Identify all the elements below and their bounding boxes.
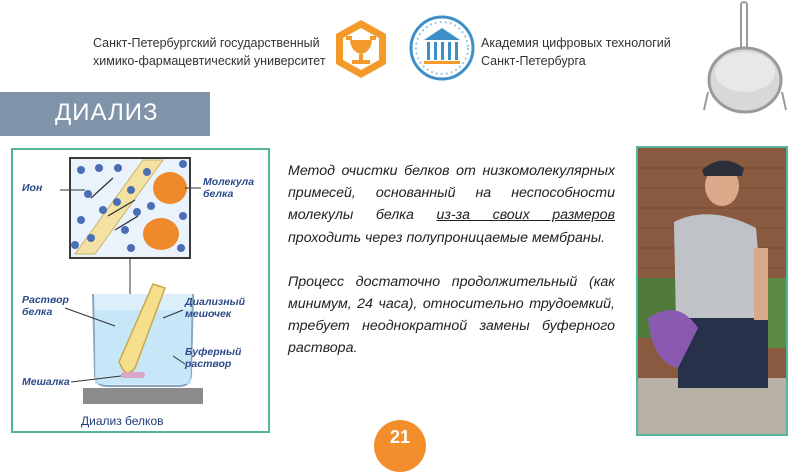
- dialysis-diagram: [11, 148, 270, 433]
- description-paragraph-2: Процесс достаточно продолжительный (как минимум, 24 часа), относительно трудоемкий, требует неоднократной замены буферного раствора.: [288, 273, 615, 357]
- academy-name: [481, 34, 691, 70]
- academy-name-line2: Санкт-Петербурга: [481, 54, 586, 68]
- protein-solution-label-1: Раствор: [22, 294, 69, 306]
- dialysis-bag-label-1: Диализный: [185, 296, 245, 308]
- underlined-phrase: из-за своих размеров: [436, 207, 615, 224]
- protein-molecule-label-1: Молекула: [203, 176, 255, 188]
- university-name-line1: Санкт-Петербургский государственный: [93, 36, 320, 50]
- buffer-solution-label-2: раствор: [185, 358, 232, 370]
- buffer-solution-label-1: Буферный: [185, 346, 242, 358]
- description-paragraph-1: [288, 160, 615, 249]
- protein-solution-label-2: белка: [22, 306, 53, 318]
- protein-molecule-label-2: белка: [203, 188, 234, 200]
- diagram-caption: Диализ белков: [81, 414, 164, 428]
- academy-name-line1: Академия цифровых технологий: [481, 36, 671, 50]
- page-number: 21: [389, 427, 411, 447]
- paragraph-1-text: Метод очистки белков от низкомолекулярных примесей, основанный на неспособности молекулы белка: [288, 163, 615, 224]
- university-logo: [330, 18, 392, 80]
- slide-title-bar: [0, 92, 210, 136]
- slide-title: ДИАЛИЗ: [55, 99, 159, 126]
- sieve-image: [700, 0, 790, 120]
- university-name-line2: химико-фармацевтический университет: [93, 54, 326, 68]
- page-number-badge: [374, 420, 426, 472]
- person-photo: [636, 146, 788, 436]
- paragraph-1-text-end: проходить через полупроницаемые мембраны.: [288, 229, 606, 246]
- description-text: [288, 160, 615, 360]
- academy-logo: [408, 14, 476, 82]
- dialysis-bag-label-2: мешочек: [185, 308, 232, 320]
- ion-label: Ион: [22, 182, 43, 194]
- university-name: [93, 34, 333, 70]
- stirrer-label: Мешалка: [22, 376, 70, 388]
